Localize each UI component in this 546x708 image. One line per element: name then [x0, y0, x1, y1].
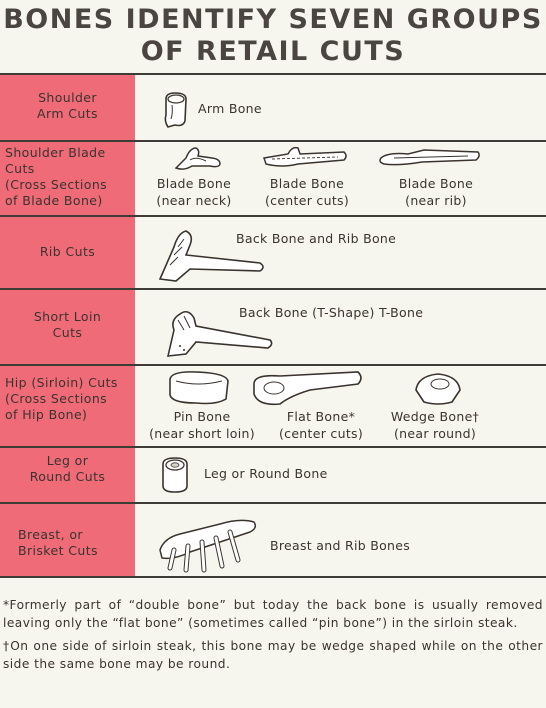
bone-note: (near round) — [393, 426, 477, 441]
bone-caption: Pin Bone — [173, 409, 231, 424]
blade-bone-center-icon — [262, 144, 350, 170]
row-label: Hip (Sirloin) Cuts (Cross Sections of Hip Bone) — [5, 375, 118, 422]
footnotes — [3, 597, 543, 673]
footnote-flat-bone: *Formerly part of “double bone” but today the back bone is usually removed leaving only the “flat bone” (sometimes called “pin bone”) in the sirloin steak. — [3, 598, 543, 630]
wedge-bone-icon — [412, 370, 464, 408]
row-label: Breast, or Brisket Cuts — [18, 527, 98, 558]
row-shoulder-arm — [0, 75, 546, 140]
bone-note: (near neck) — [156, 193, 232, 208]
bone-caption: Wedge Bone† — [390, 409, 480, 424]
bone-caption: Back Bone and Rib Bone — [236, 231, 397, 246]
row-hip-sirloin — [0, 366, 546, 446]
round-bone-icon — [160, 456, 190, 494]
row-leg-round — [0, 448, 546, 502]
bone-note: (center cuts) — [264, 193, 350, 208]
arm-bone-icon — [160, 91, 192, 129]
row-rib — [0, 217, 546, 288]
footnote-wedge-bone: †On one side of sirloin steak, this bone may be wedge shaped while on the other side the same bone may be round. — [3, 639, 543, 671]
row-label: Short Loin Cuts — [33, 309, 102, 340]
flat-bone-icon — [250, 368, 366, 410]
bone-caption: Leg or Round Bone — [204, 466, 328, 481]
row-label: Rib Cuts — [39, 244, 96, 259]
bone-caption: Blade Bone — [156, 176, 232, 191]
bone-caption: Arm Bone — [198, 101, 262, 116]
bone-note: (center cuts) — [278, 426, 364, 441]
row-label: Leg or Round Cuts — [29, 453, 106, 484]
bone-caption: Blade Bone — [269, 176, 345, 191]
bone-caption: Flat Bone* — [286, 409, 356, 424]
bone-caption: Back Bone (T-Shape) T-Bone — [239, 305, 424, 320]
row-label: Shoulder Blade Cuts (Cross Sections of Blade Bone) — [5, 145, 108, 208]
bone-caption: Breast and Rib Bones — [270, 538, 411, 553]
title-line-2: OF RETAIL CUTS — [140, 36, 406, 67]
page-title — [0, 4, 546, 68]
row-breast-brisket — [0, 504, 546, 576]
title-line-1: BONES IDENTIFY SEVEN GROUPS — [3, 4, 543, 35]
bone-note: (near short loin) — [149, 426, 255, 441]
bone-caption: Blade Bone — [398, 176, 474, 191]
table-rule — [0, 576, 546, 578]
row-shoulder-blade — [0, 142, 546, 215]
bone-note: (near rib) — [405, 193, 467, 208]
row-short-loin — [0, 290, 546, 364]
breast-rib-bones-icon — [150, 510, 264, 574]
blade-bone-rib-icon — [378, 146, 482, 170]
row-label: Shoulder Arm Cuts — [37, 90, 98, 121]
blade-bone-neck-icon — [172, 144, 224, 174]
pin-bone-icon — [166, 369, 232, 407]
